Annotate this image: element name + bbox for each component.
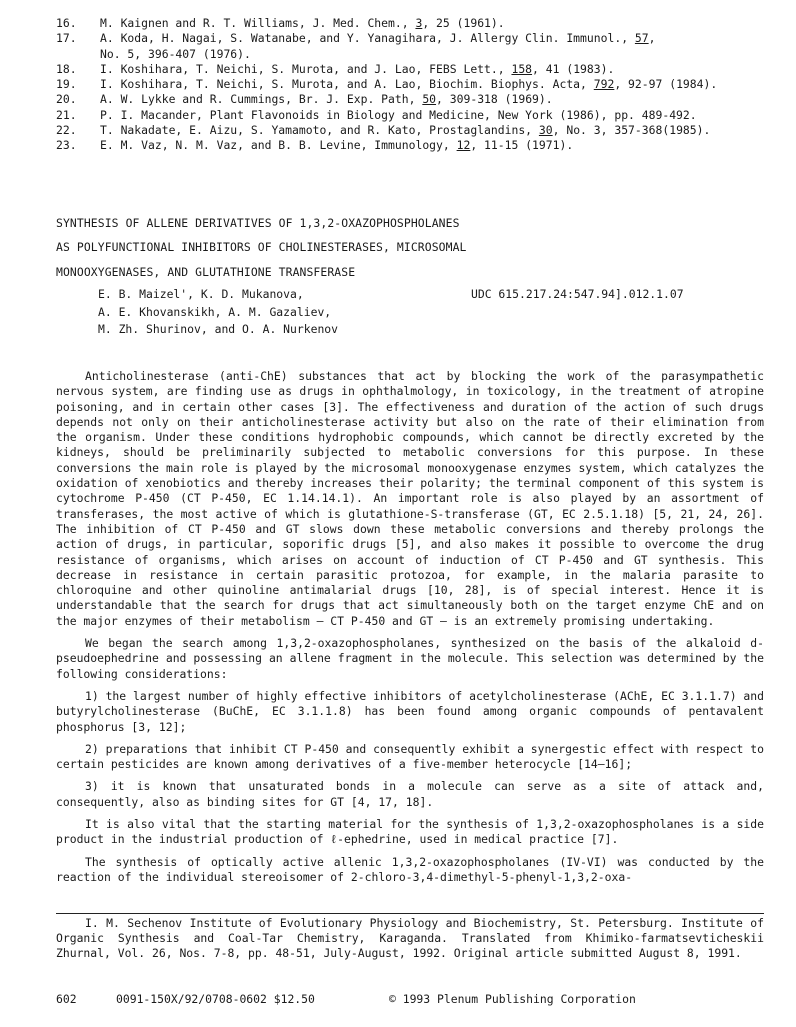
reference-text: M. Kaignen and R. T. Williams, J. Med. Chem., 3, 25 (1961). (100, 16, 505, 30)
title-line: SYNTHESIS OF ALLENE DERIVATIVES OF 1,3,2-OXAZOPHOSPHOLANES (56, 216, 460, 230)
reference-text: A. W. Lykke and R. Cummings, Br. J. Exp. Path, 50, 309-318 (1969). (100, 92, 553, 107)
title-line: MONOOXYGENASES, AND GLUTATHIONE TRANSFERASE (56, 264, 356, 279)
reference-number: 16. (56, 16, 77, 30)
reference-item (56, 108, 776, 123)
issn-price: 0091-150X/92/0708-0602 $12.50 (116, 992, 315, 1006)
reference-item (56, 62, 776, 77)
reference-item (56, 31, 776, 62)
article-title (56, 211, 776, 284)
volume-number: 3 (415, 16, 423, 30)
author-line: M. Zh. Shurinov, and O. A. Nurkenov (98, 322, 339, 337)
reference-number: 17. (56, 31, 77, 46)
volume-number: 792 (593, 77, 615, 92)
author-line: A. E. Khovanskikh, A. M. Gazaliev, (98, 304, 332, 319)
article-body (56, 369, 764, 892)
copyright-notice: © 1993 Plenum Publishing Corporation (389, 992, 636, 1006)
paragraph: 3) it is known that unsaturated bonds in a molecule can serve as a site of attack and, consequently, also as binding sites for GT [4, 17, 18]. (56, 779, 764, 809)
paragraph: Anticholinesterase (anti-ChE) substances that act by blocking the work of the parasympathetic nervous system, are finding use as drugs in ophthalmology, in toxicology, in the treatment of atropine poisoning, and in certain other cases [3]. The effectiveness and duration of the action of such drugs depends not only on their anticholinesterase activity but also on the rate of their elimination from the organism. Under these conditions hydrophobic compounds, which cannot be directly excreted by the kidneys, should be preliminarily subjected to metabolic conversions for this purpose. In these conversions the main role is played by the microsomal monooxygenase enzymes system, which catalyzes the oxidation of xenobiotics and thereby increases their polarity; the terminal component of this system is cytochrome P-450 (CT P-450, EC 1.14.14.1). An important role is also played by an assortment of transferases, the most active of which is glutathione-S-transferase (GT, EC 2.5.1.18) [5, 21, 24, 26]. The inhibition of CT P-450 and GT slows down these metabolic conversions and thereby prolongs the action of drugs, in particular, soporific drugs [5], and also makes it possible to overcome the drug resistance of organisms, which arises on account of induction of CT P-450 and GT synthesis. This decrease in resistance in certain parasitic protozoa, for example, in the malaria parasite to chloroquine and other quinoline antimalarial drugs [10, 28], is of special interest. Hence it is understandable that the search for drugs that act simultaneously both on the target enzyme ChE and on the major enzymes of their metabolism — CT P-450 and GT — is an extremely promising undertaking. (56, 369, 764, 628)
reference-text: T. Nakadate, E. Aizu, S. Yamamoto, and R. Kato, Prostaglandins, 30, No. 3, 357-368(1985). (100, 123, 711, 138)
volume-number: 57 (634, 31, 649, 46)
paragraph: 1) the largest number of highly effective inhibitors of acetylcholinesterase (AChE, EC 3.1.1.7) and butyrylcholinesterase (BuChE, EC 3.1.1.8) has been found among organic compounds of pentavalent phosphorus [3, 12]; (56, 688, 764, 734)
reference-number: 23. (56, 138, 77, 153)
reference-number: 22. (56, 123, 77, 138)
volume-number: 50 (422, 92, 437, 107)
footnote: I. M. Sechenov Institute of Evolutionary Physiology and Biochemistry, St. Petersburg. Institute of Organic Synthesis and Coal-Tar Chemistry, Karaganda. Translated from Khimiko-farmatsevticheskii Zhurnal, Vol. 26, Nos. 7-8, pp. 48-51, July-August, 1992. Original article submitted August 8, 1991. (56, 916, 764, 961)
reference-text: A. Koda, H. Nagai, S. Watanabe, and Y. Yanagihara, J. Allergy Clin. Immunol., 57, No. 5, 396-407 (1976). (100, 31, 656, 61)
volume-number: 30 (538, 123, 553, 138)
footnote-divider (56, 913, 764, 914)
title-line: AS POLYFUNCTIONAL INHIBITORS OF CHOLINESTERASES, MICROSOMAL (56, 240, 467, 255)
reference-number: 21. (56, 107, 77, 122)
paragraph: We began the search among 1,3,2-oxazophospholanes, synthesized on the basis of the alkaloid d-pseudoephedrine and possessing an allene fragment in the molecule. This selection was determined by the following considerations: (56, 636, 764, 681)
reference-item (56, 138, 776, 153)
reference-text: P. I. Macander, Plant Flavonoids in Biology and Medicine, New York (1986), pp. 489-492. (100, 107, 697, 122)
reference-item (56, 92, 776, 107)
paragraph: 2) preparations that inhibit CT P-450 and consequently exhibit a synergestic effect with respect to certain pesticides are known among derivatives of a five-member heterocycle [14—16]; (56, 741, 764, 772)
reference-number: 19. (56, 77, 77, 92)
reference-number: 20. (56, 92, 77, 107)
udc-code: UDC 615.217.24:547.94].012.1.07 (471, 287, 684, 301)
reference-text: I. Koshihara, T. Neichi, S. Murota, and A. Lao, Biochim. Biophys. Acta, 792, 92-97 (1984). (100, 77, 718, 92)
volume-number: 158 (511, 61, 533, 76)
reference-item (56, 16, 776, 31)
author-line: E. B. Maizel', K. D. Mukanova, (98, 287, 304, 301)
paragraph: It is also vital that the starting material for the synthesis of 1,3,2-oxazophospholanes is a side product in the industrial production of ℓ-ephedrine, used in medical practice [7]. (56, 817, 764, 847)
reference-item (56, 77, 776, 92)
volume-number: 12 (456, 138, 471, 153)
reference-text: I. Koshihara, T. Neichi, S. Murota, and J. Lao, FEBS Lett., 158, 41 (1983). (100, 61, 615, 76)
reference-item (56, 123, 776, 138)
paragraph: The synthesis of optically active allenic 1,3,2-oxazophospholanes (IV-VI) was conducted by the reaction of the individual stereoisomer of 2-chloro-3,4-dimethyl-5-phenyl-1,3,2-oxa- (56, 854, 764, 884)
author-list (98, 286, 338, 339)
reference-list (56, 16, 776, 154)
reference-text: E. M. Vaz, N. M. Vaz, and B. B. Levine, Immunology, 12, 11-15 (1971). (100, 138, 574, 153)
page-number: 602 (56, 992, 77, 1006)
reference-number: 18. (56, 61, 77, 76)
